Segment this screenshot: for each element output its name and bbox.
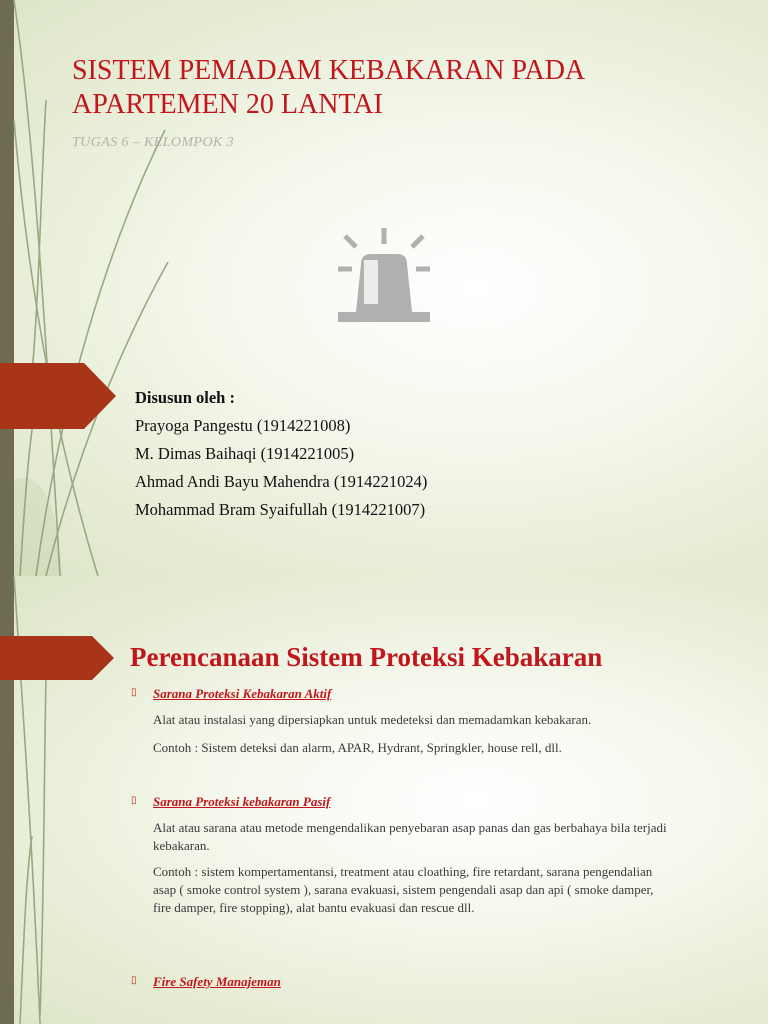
- author-item: Ahmad Andi Bayu Mahendra (1914221024): [135, 472, 428, 491]
- authors-block: [135, 384, 427, 524]
- accent-arrow-tab: [0, 636, 114, 680]
- section-paragraph: Contoh : Sistem deteksi dan alarm, APAR, Hydrant, Springkler, house rell, dll.: [153, 740, 562, 755]
- author-item: M. Dimas Baihaqi (1914221005): [135, 444, 355, 463]
- section-heading: Sarana Proteksi kebakaran Pasif: [153, 794, 331, 809]
- section-heading: Fire Safety Manajeman: [153, 974, 281, 989]
- authors-heading: Disusun oleh :: [135, 388, 235, 407]
- title-line-2: APARTEMEN 20 LANTAI: [72, 89, 383, 120]
- section-paragraph: Alat atau instalasi yang dipersiapkan untuk medeteksi dan memadamkan kebakaran.: [153, 712, 592, 727]
- author-item: Mohammad Bram Syaifullah (1914221007): [135, 500, 426, 519]
- alarm-siren-icon: [334, 224, 434, 324]
- bullet-icon: ▯: [131, 795, 137, 806]
- bullet-icon: ▯: [131, 975, 137, 986]
- slide-subtitle: TUGAS 6 – KELOMPOK 3: [72, 135, 235, 150]
- section-paragraph: Contoh : sistem kompertamentansi, treatment atau cloathing, fire retardant, sarana pengendalian asap ( smoke control system ), sarana evakuasi, sistem pengendali asap dan api ( smoke damper, fire damper, fire stopping), alat bantu evakuasi dan rescue dll.: [153, 864, 654, 915]
- section-heading: Sarana Proteksi Kebakaran Aktif: [153, 686, 332, 701]
- title-line-1: SISTEM PEMADAM KEBAKARAN PADA: [72, 55, 586, 86]
- slide-title: [72, 54, 692, 122]
- author-item: Prayoga Pangestu (1914221008): [135, 416, 351, 435]
- section-paragraph: Alat atau sarana atau metode mengendalikan penyebaran asap panas dan gas berbahaya bila terjadi kebakaran.: [153, 820, 667, 853]
- bullet-icon: ▯: [131, 687, 137, 698]
- slide-title: Perencanaan Sistem Proteksi Kebakaran: [130, 642, 603, 672]
- content-slide: [0, 576, 768, 1024]
